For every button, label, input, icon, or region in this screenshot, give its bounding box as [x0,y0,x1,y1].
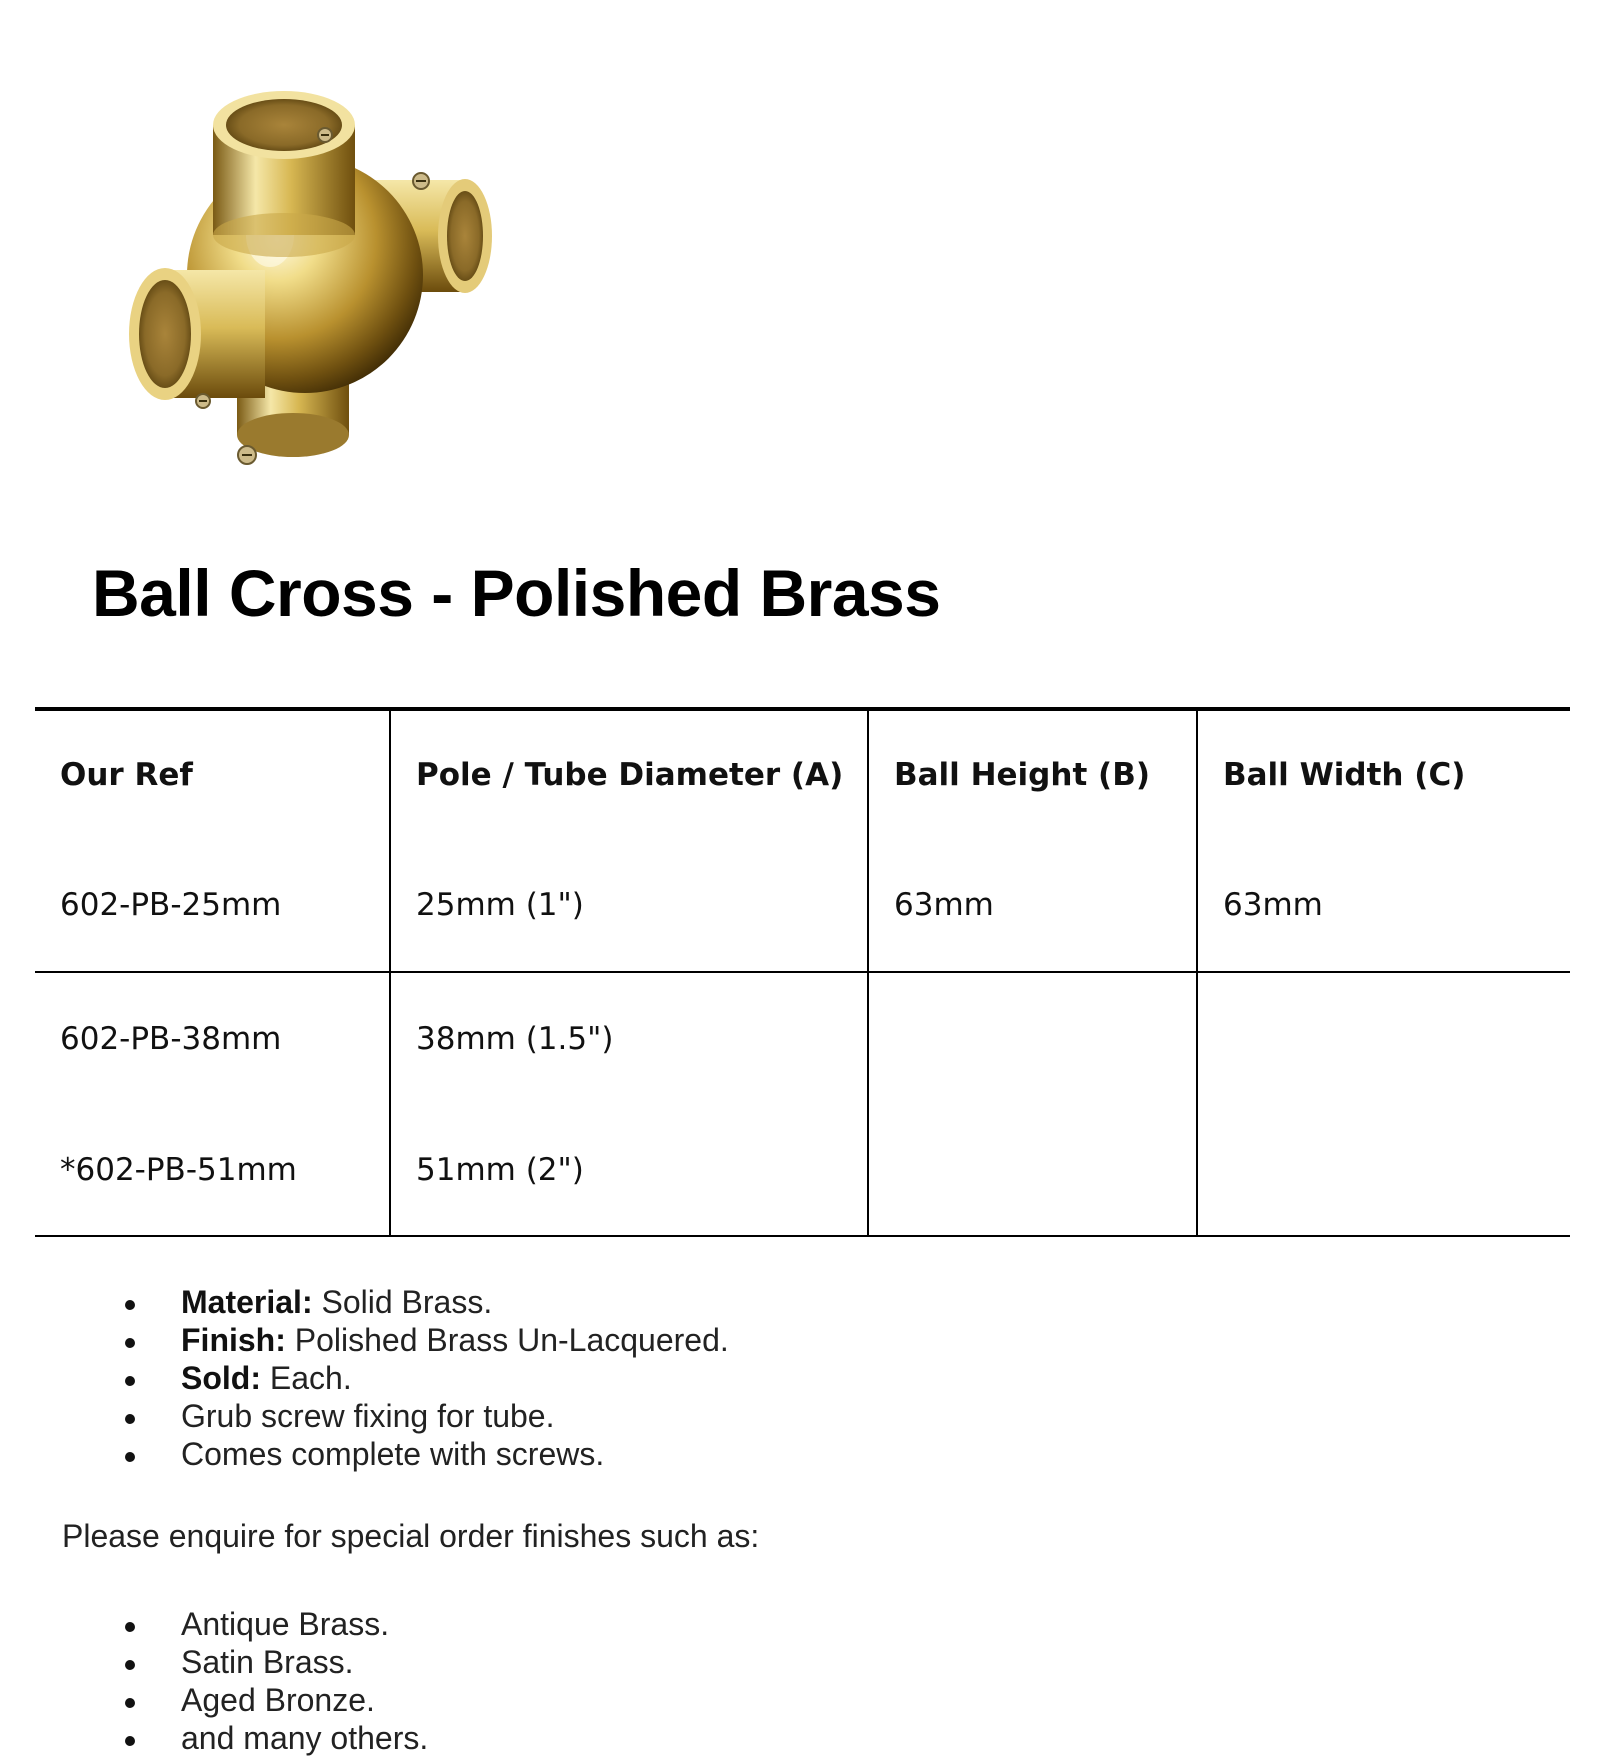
cell-diameter: 38mm (1.5") [390,972,868,1105]
cell-ball-height [868,1105,1197,1236]
finish-text: Aged Bronze. [181,1682,375,1718]
cell-diameter: 51mm (2") [390,1105,868,1236]
list-item [0,1435,729,1473]
list-item [0,1321,729,1359]
ball-cross-product-image [125,85,525,495]
feature-text: Polished Brass Un-Lacquered. [285,1322,729,1358]
list-item [0,1643,428,1681]
page-title: Ball Cross - Polished Brass [92,556,941,630]
cell-ref: 602-PB-25mm [60,887,282,923]
list-item [0,1719,428,1757]
list-item [0,1605,428,1643]
table-row [35,1105,1570,1236]
bullet-icon [125,1660,135,1670]
table-row [35,839,1570,972]
cell-ball-width: 63mm [1197,839,1570,972]
bullet-icon [125,1698,135,1708]
cell-ball-height: 63mm [868,839,1197,972]
table-row [35,972,1570,1105]
feature-label: Sold: [181,1360,261,1396]
enquire-text: Please enquire for special order finishes such as: [62,1518,760,1554]
bullet-icon [125,1376,135,1386]
cell-diameter: 25mm (1") [390,839,868,972]
bullet-icon [125,1414,135,1424]
table-header-row [35,709,1570,839]
list-item [0,1359,729,1397]
list-item [0,1397,729,1435]
cell-ball-height [868,972,1197,1105]
feature-label: Material: [181,1284,313,1320]
cell-ref: *602-PB-51mm [35,1105,390,1236]
header-ball-width: Ball Width (C) [1197,709,1570,839]
header-ball-height: Ball Height (B) [868,709,1197,839]
bullet-icon [125,1736,135,1746]
cell-ref: 602-PB-38mm [35,972,390,1105]
list-item [0,1681,428,1719]
cell-ball-width [1197,972,1570,1105]
header-our-ref: Our Ref [35,709,390,839]
feature-text: Solid Brass. [312,1284,493,1320]
cell-ball-width [1197,1105,1570,1236]
finish-text: Satin Brass. [181,1644,354,1680]
bullet-icon [125,1338,135,1348]
list-item [0,1283,729,1321]
feature-label: Finish: [181,1322,286,1358]
bullet-icon [125,1300,135,1310]
finish-text: and many others. [181,1720,429,1756]
feature-text: Comes complete with screws. [181,1436,605,1472]
finish-text: Antique Brass. [181,1606,390,1642]
bullet-icon [125,1622,135,1632]
features-list [0,1283,729,1473]
specification-table [35,707,1570,1237]
feature-text: Grub screw fixing for tube. [181,1398,555,1434]
header-tube-diameter: Pole / Tube Diameter (A) [390,709,868,839]
finishes-list [0,1605,428,1757]
bullet-icon [125,1452,135,1462]
feature-text: Each. [260,1360,352,1396]
